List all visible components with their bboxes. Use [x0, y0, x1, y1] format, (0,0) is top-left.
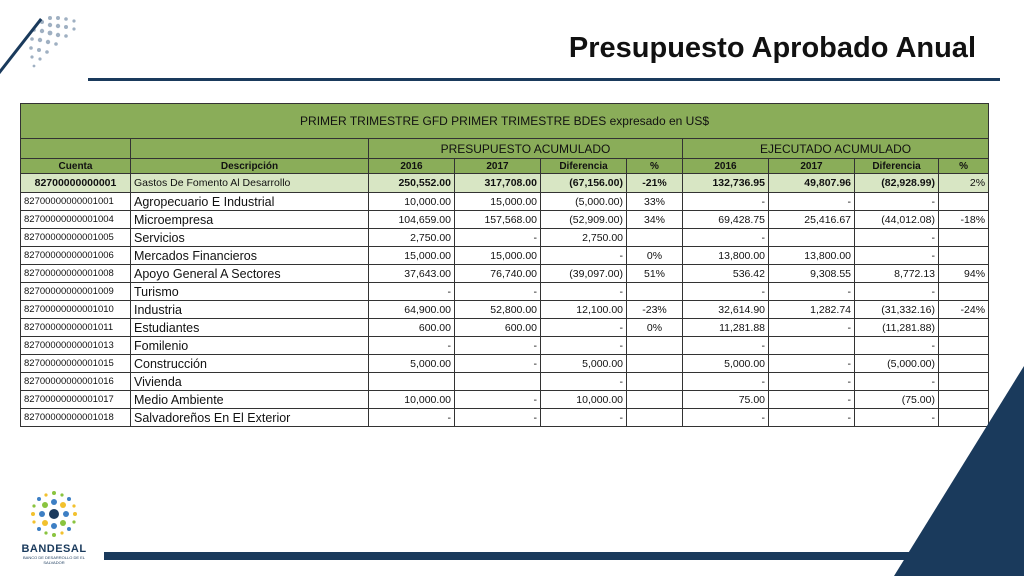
cell-value: (5,000.00)	[855, 355, 939, 373]
cell-description: Microempresa	[131, 211, 369, 229]
cell-value: 52,800.00	[455, 301, 541, 319]
col-header: 2017	[769, 159, 855, 174]
title-underline	[88, 78, 1000, 81]
cell-value: 132,736.95	[683, 174, 769, 193]
cell-account: 82700000000001013	[21, 337, 131, 355]
cell-value: -	[541, 283, 627, 301]
cell-value: 10,000.00	[541, 391, 627, 409]
cell-value: -	[855, 193, 939, 211]
cell-percent: -21%	[627, 174, 683, 193]
cell-value: -	[769, 319, 855, 337]
cell-value: 2,750.00	[369, 229, 455, 247]
cell-description: Servicios	[131, 229, 369, 247]
cell-value: 49,807.96	[769, 174, 855, 193]
bandesal-mark-icon	[28, 490, 80, 538]
cell-description: Vivienda	[131, 373, 369, 391]
table-row	[21, 355, 989, 373]
cell-value: -	[855, 283, 939, 301]
cell-value: -	[855, 247, 939, 265]
col-header: Diferencia	[855, 159, 939, 174]
cell-value: -	[455, 283, 541, 301]
page-title: Presupuesto Aprobado Anual	[568, 32, 976, 64]
cell-value: 13,800.00	[683, 247, 769, 265]
table-row	[21, 247, 989, 265]
cell-account: 82700000000001005	[21, 229, 131, 247]
cell-value	[369, 373, 455, 391]
header-ejecutado: EJECUTADO ACUMULADO	[683, 139, 989, 159]
dots-logo-icon	[22, 10, 92, 80]
cell-value: -	[683, 337, 769, 355]
cell-percent	[627, 337, 683, 355]
bandesal-logo	[18, 490, 90, 570]
cell-percent: 34%	[627, 211, 683, 229]
budget-table-container	[20, 103, 988, 427]
table-row	[21, 409, 989, 427]
cell-value: -	[769, 373, 855, 391]
cell-description: Construcción	[131, 355, 369, 373]
cell-value: -	[769, 283, 855, 301]
cell-value: 69,428.75	[683, 211, 769, 229]
cell-percent: 0%	[627, 247, 683, 265]
cell-description: Turismo	[131, 283, 369, 301]
cell-value: 25,416.67	[769, 211, 855, 229]
cell-value: -	[455, 409, 541, 427]
cell-value: 13,800.00	[769, 247, 855, 265]
header-top-label: PRIMER TRIMESTRE GFD PRIMER TRIMESTRE BDES expresado en US$	[21, 104, 989, 139]
cell-description: Mercados Financieros	[131, 247, 369, 265]
cell-description: Medio Ambiente	[131, 391, 369, 409]
table-row	[21, 301, 989, 319]
cell-value: (39,097.00)	[541, 265, 627, 283]
cell-value	[455, 373, 541, 391]
cell-value: 11,281.88	[683, 319, 769, 337]
cell-account: 82700000000001016	[21, 373, 131, 391]
cell-percent: -18%	[939, 211, 989, 229]
cell-value: -	[369, 283, 455, 301]
cell-value: 15,000.00	[455, 193, 541, 211]
cell-percent: 0%	[627, 319, 683, 337]
header-top-row	[21, 104, 989, 139]
cell-value: -	[455, 229, 541, 247]
cell-percent	[939, 193, 989, 211]
cell-value: 9,308.55	[769, 265, 855, 283]
cell-account: 82700000000001015	[21, 355, 131, 373]
cell-value: 5,000.00	[369, 355, 455, 373]
cell-description: Salvadoreños En El Exterior	[131, 409, 369, 427]
budget-table	[20, 103, 989, 427]
cell-value: 10,000.00	[369, 193, 455, 211]
cell-description: Industria	[131, 301, 369, 319]
cell-value: -	[541, 409, 627, 427]
table-row	[21, 211, 989, 229]
cell-percent	[939, 319, 989, 337]
cell-value: 75.00	[683, 391, 769, 409]
cell-value: 250,552.00	[369, 174, 455, 193]
col-header: Diferencia	[541, 159, 627, 174]
table-row	[21, 265, 989, 283]
cell-value: -	[369, 337, 455, 355]
cell-value: (82,928.99)	[855, 174, 939, 193]
cell-value: 104,659.00	[369, 211, 455, 229]
cell-percent: -23%	[627, 301, 683, 319]
cell-percent	[627, 283, 683, 301]
cell-value: -	[541, 337, 627, 355]
cell-value: 64,900.00	[369, 301, 455, 319]
cell-percent: 2%	[939, 174, 989, 193]
decorative-bottom-bar	[104, 552, 1024, 560]
decorative-corner-triangle	[894, 366, 1024, 576]
header-blank-cell	[21, 139, 131, 159]
cell-value: -	[855, 229, 939, 247]
cell-value: 600.00	[455, 319, 541, 337]
cell-percent: 51%	[627, 265, 683, 283]
col-header: 2016	[683, 159, 769, 174]
cell-value: -	[769, 193, 855, 211]
cell-account: 82700000000001009	[21, 283, 131, 301]
cell-value: (75.00)	[855, 391, 939, 409]
cell-value: (44,012.08)	[855, 211, 939, 229]
cell-account: 82700000000001008	[21, 265, 131, 283]
cell-value: 157,568.00	[455, 211, 541, 229]
cell-value: 76,740.00	[455, 265, 541, 283]
cell-value: 12,100.00	[541, 301, 627, 319]
cell-value: -	[541, 373, 627, 391]
cell-value: -	[855, 337, 939, 355]
cell-percent	[939, 229, 989, 247]
header-columns-row	[21, 159, 989, 174]
cell-percent	[627, 355, 683, 373]
cell-value: 5,000.00	[541, 355, 627, 373]
cell-value: -	[683, 373, 769, 391]
cell-value: (52,909.00)	[541, 211, 627, 229]
cell-account: 82700000000001018	[21, 409, 131, 427]
cell-account: 82700000000001004	[21, 211, 131, 229]
cell-value: 32,614.90	[683, 301, 769, 319]
cell-value: 10,000.00	[369, 391, 455, 409]
cell-value: 317,708.00	[455, 174, 541, 193]
cell-description: Fomilenio	[131, 337, 369, 355]
cell-value: (11,281.88)	[855, 319, 939, 337]
cell-value: 15,000.00	[455, 247, 541, 265]
cell-description: Apoyo General A Sectores	[131, 265, 369, 283]
cell-description: Agropecuario E Industrial	[131, 193, 369, 211]
cell-percent	[627, 229, 683, 247]
table-row	[21, 391, 989, 409]
table-row	[21, 337, 989, 355]
cell-value: -	[369, 409, 455, 427]
cell-value: -	[455, 391, 541, 409]
cell-value: -	[769, 409, 855, 427]
table-row	[21, 319, 989, 337]
table-row	[21, 283, 989, 301]
cell-percent	[627, 409, 683, 427]
cell-percent: 94%	[939, 265, 989, 283]
table-row	[21, 229, 989, 247]
cell-account: 82700000000001010	[21, 301, 131, 319]
cell-value: 600.00	[369, 319, 455, 337]
cell-value: -	[683, 229, 769, 247]
cell-value	[769, 229, 855, 247]
cell-percent	[939, 283, 989, 301]
cell-account: 82700000000001006	[21, 247, 131, 265]
cell-value: -	[683, 409, 769, 427]
col-header: %	[627, 159, 683, 174]
header-group-row	[21, 139, 989, 159]
cell-account: 82700000000001011	[21, 319, 131, 337]
cell-value: -	[455, 355, 541, 373]
brand-name: BANDESAL	[21, 543, 87, 555]
cell-description: Estudiantes	[131, 319, 369, 337]
cell-value: (5,000.00)	[541, 193, 627, 211]
cell-value	[769, 337, 855, 355]
cell-value: 536.42	[683, 265, 769, 283]
col-header: 2016	[369, 159, 455, 174]
cell-description: Gastos De Fomento Al Desarrollo	[131, 174, 369, 193]
header-blank-cell	[131, 139, 369, 159]
cell-value: 2,750.00	[541, 229, 627, 247]
cell-value: 37,643.00	[369, 265, 455, 283]
cell-percent: -24%	[939, 301, 989, 319]
cell-value: -	[541, 247, 627, 265]
cell-value: -	[769, 391, 855, 409]
brand-subtitle: BANCO DE DESARROLLO DE EL SALVADOR	[22, 555, 86, 565]
cell-value: (31,332.16)	[855, 301, 939, 319]
summary-row	[21, 174, 989, 193]
cell-value: -	[855, 409, 939, 427]
cell-value: 15,000.00	[369, 247, 455, 265]
cell-account: 82700000000001	[21, 174, 131, 193]
col-header: %	[939, 159, 989, 174]
col-header: 2017	[455, 159, 541, 174]
cell-value: 5,000.00	[683, 355, 769, 373]
cell-percent	[627, 391, 683, 409]
cell-percent	[939, 247, 989, 265]
cell-percent: 33%	[627, 193, 683, 211]
col-header: Cuenta	[21, 159, 131, 174]
table-row	[21, 373, 989, 391]
cell-value: -	[769, 355, 855, 373]
col-header: Descripción	[131, 159, 369, 174]
cell-value: -	[455, 337, 541, 355]
cell-value: 1,282.74	[769, 301, 855, 319]
cell-percent	[939, 337, 989, 355]
cell-percent	[627, 373, 683, 391]
table-row	[21, 193, 989, 211]
header-presupuesto: PRESUPUESTO ACUMULADO	[369, 139, 683, 159]
cell-account: 82700000000001017	[21, 391, 131, 409]
cell-account: 82700000000001001	[21, 193, 131, 211]
cell-value: -	[541, 319, 627, 337]
cell-value: (67,156.00)	[541, 174, 627, 193]
cell-value: -	[855, 373, 939, 391]
cell-value: -	[683, 283, 769, 301]
cell-value: -	[683, 193, 769, 211]
cell-value: 8,772.13	[855, 265, 939, 283]
